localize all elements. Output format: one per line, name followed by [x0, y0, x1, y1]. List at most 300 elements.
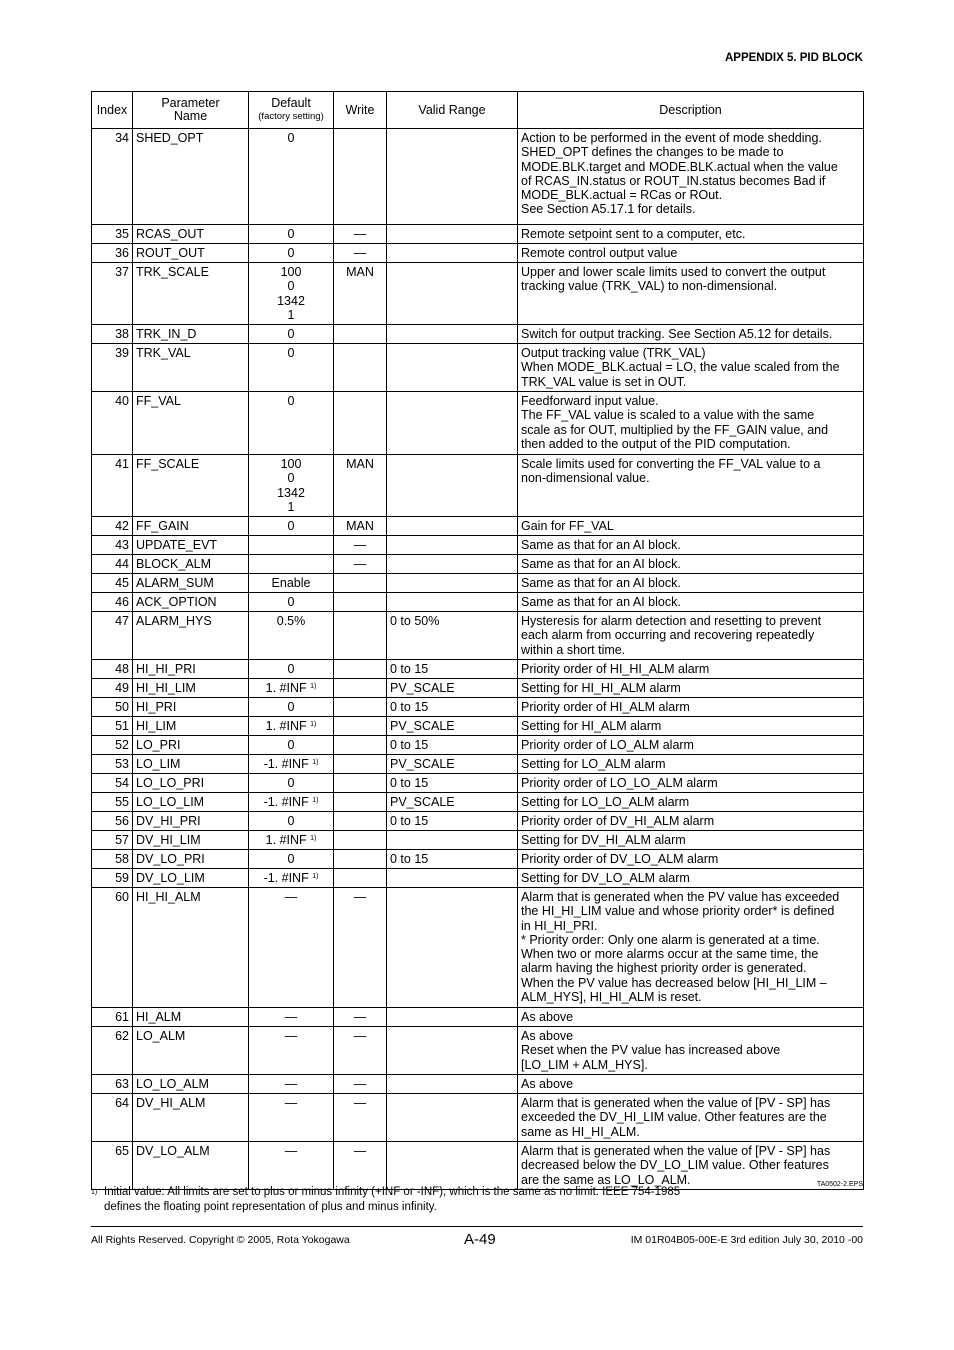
description-line: SHED_OPT defines the changes to be made to	[521, 145, 784, 160]
default-value-line	[252, 1096, 330, 1110]
default-value-line	[252, 757, 330, 771]
cell-parameter-name: FF_GAIN	[133, 517, 249, 536]
cell-default	[249, 698, 334, 717]
cell-write	[334, 612, 387, 660]
default-value: 0	[287, 471, 295, 486]
cell-write	[334, 793, 387, 812]
description-line: Setting for DV_HI_ALM alarm	[521, 833, 686, 847]
cell-valid-range	[387, 344, 518, 392]
cell-default	[249, 555, 334, 574]
cell-parameter-name: DV_HI_LIM	[133, 831, 249, 850]
default-value: -1. #INF	[263, 871, 309, 885]
table-row	[92, 455, 864, 517]
cell-default	[249, 774, 334, 793]
cell-default	[249, 888, 334, 1008]
cell-valid-range: 0 to 50%	[387, 612, 518, 660]
default-value: —	[284, 1096, 298, 1110]
default-value: 100	[280, 457, 302, 471]
cell-default	[249, 593, 334, 612]
cell-description	[518, 455, 864, 517]
cell-parameter-name: DV_HI_ALM	[133, 1094, 249, 1142]
cell-default	[249, 869, 334, 888]
default-value-line	[252, 1029, 330, 1043]
cell-valid-range	[387, 1094, 518, 1142]
default-value: 0	[287, 852, 295, 866]
table-row	[92, 1075, 864, 1094]
cell-index: 60	[92, 888, 133, 1008]
cell-description	[518, 225, 864, 244]
cell-description	[518, 679, 864, 698]
cell-description	[518, 1027, 864, 1075]
default-value: 0.5%	[276, 614, 306, 628]
default-value: 0	[287, 279, 295, 294]
cell-description	[518, 129, 864, 225]
table-row	[92, 679, 864, 698]
description-line: ALM_HYS], HI_HI_ALM is reset.	[521, 990, 702, 1005]
cell-valid-range	[387, 129, 518, 225]
cell-parameter-name: HI_LIM	[133, 717, 249, 736]
cell-index: 44	[92, 555, 133, 574]
default-value-line	[252, 246, 330, 260]
cell-valid-range: PV_SCALE	[387, 679, 518, 698]
cell-write	[334, 812, 387, 831]
table-row	[92, 888, 864, 1008]
cell-parameter-name: DV_LO_LIM	[133, 869, 249, 888]
description-line: Setting for HI_ALM alarm	[521, 719, 662, 733]
description-line: Remote control output value	[521, 246, 678, 260]
footnote-ref: 1)	[310, 683, 317, 690]
description-line: Alarm that is generated when the value of [PV - SP] has	[521, 1096, 831, 1110]
description-line: When MODE_BLK.actual = LO, the value scaled from the	[521, 360, 840, 375]
default-value-line	[252, 279, 330, 293]
table-row	[92, 517, 864, 536]
description-line: Priority order of DV_LO_ALM alarm	[521, 852, 719, 866]
default-value-line	[252, 1144, 330, 1158]
footnote-ref: 1)	[312, 873, 319, 880]
cell-description	[518, 850, 864, 869]
default-value-line	[252, 471, 330, 485]
table-row	[92, 536, 864, 555]
footnote-mark: 1)	[91, 1189, 98, 1196]
cell-description	[518, 717, 864, 736]
cell-index: 58	[92, 850, 133, 869]
default-value: 0	[287, 131, 295, 145]
cell-write	[334, 593, 387, 612]
footnote-ref: 1)	[312, 759, 319, 766]
cell-default	[249, 129, 334, 225]
cell-parameter-name: HI_HI_LIM	[133, 679, 249, 698]
description-line: Hysteresis for alarm detection and resetting to prevent	[521, 614, 822, 628]
default-value-line	[252, 519, 330, 533]
default-value: -1. #INF	[263, 795, 309, 809]
default-value: 0	[287, 327, 295, 341]
cell-default	[249, 392, 334, 455]
cell-write	[334, 660, 387, 679]
cell-parameter-name: HI_PRI	[133, 698, 249, 717]
default-value-line	[252, 662, 330, 676]
cell-parameter-name: LO_LO_PRI	[133, 774, 249, 793]
cell-valid-range	[387, 831, 518, 850]
table-row	[92, 698, 864, 717]
cell-valid-range: 0 to 15	[387, 812, 518, 831]
description-line: Priority order of DV_HI_ALM alarm	[521, 814, 715, 828]
default-value-line	[252, 795, 330, 809]
cell-write	[334, 736, 387, 755]
footer-copyright: All Rights Reserved. Copyright © 2005, Rota Yokogawa	[91, 1234, 350, 1246]
cell-default	[249, 1008, 334, 1027]
document-id: IM 01R04B05-00E-E 3rd edition July 30, 2010 -00	[630, 1234, 863, 1246]
description-line: the HI_HI_LIM value and whose priority order* is defined	[521, 904, 835, 919]
default-value-line	[252, 265, 330, 279]
description-line: of RCAS_IN.status or ROUT_IN.status becomes Bad if	[521, 173, 826, 188]
table-row	[92, 1027, 864, 1075]
default-value-line	[252, 890, 330, 904]
cell-valid-range	[387, 455, 518, 517]
cell-valid-range	[387, 244, 518, 263]
cell-default	[249, 244, 334, 263]
table-row	[92, 225, 864, 244]
description-line: are the same as LO_LO_ALM.	[521, 1172, 691, 1187]
description-line: Same as that for an AI block.	[521, 557, 681, 571]
footnote	[91, 1185, 863, 1215]
cell-valid-range	[387, 1008, 518, 1027]
description-line: Reset when the PV value has increased above	[521, 1043, 781, 1058]
cell-index: 53	[92, 755, 133, 774]
cell-index: 49	[92, 679, 133, 698]
default-value-line	[252, 131, 330, 145]
col-header-valid-range: Valid Range	[387, 92, 518, 129]
cell-valid-range: 0 to 15	[387, 736, 518, 755]
default-value-line	[252, 327, 330, 341]
col-header-parameter-name-line1: Parameter	[161, 96, 220, 110]
default-value: 0	[287, 738, 295, 752]
cell-index: 52	[92, 736, 133, 755]
cell-description	[518, 1075, 864, 1094]
cell-valid-range	[387, 574, 518, 593]
description-line: Output tracking value (TRK_VAL)	[521, 346, 706, 360]
default-value: —	[284, 890, 298, 904]
cell-description	[518, 888, 864, 1008]
description-line: Priority order of HI_ALM alarm	[521, 700, 690, 714]
table-row	[92, 736, 864, 755]
cell-write	[334, 717, 387, 736]
parameter-table	[91, 91, 864, 1190]
description-line: Priority order of LO_LO_ALM alarm	[521, 776, 718, 790]
cell-index: 36	[92, 244, 133, 263]
cell-index: 59	[92, 869, 133, 888]
cell-write	[334, 679, 387, 698]
description-line: As above	[521, 1077, 574, 1091]
col-header-description: Description	[518, 92, 864, 129]
cell-parameter-name: TRK_SCALE	[133, 263, 249, 325]
description-line: Alarm that is generated when the PV value has exceeded	[521, 890, 840, 904]
cell-valid-range: PV_SCALE	[387, 793, 518, 812]
col-header-index: Index	[92, 92, 133, 129]
col-header-write: Write	[334, 92, 387, 129]
description-line: Setting for DV_LO_ALM alarm	[521, 871, 690, 885]
cell-write	[334, 774, 387, 793]
col-header-default-line1: Default	[271, 96, 311, 110]
cell-default	[249, 225, 334, 244]
cell-valid-range	[387, 1075, 518, 1094]
description-line: within a short time.	[521, 642, 626, 657]
footnote-line: defines the floating point representation of plus and minus infinity.	[104, 1201, 437, 1213]
table-row	[92, 774, 864, 793]
table-row	[92, 812, 864, 831]
description-line: scale as for OUT, multiplied by the FF_GAIN value, and	[521, 422, 829, 437]
table-row	[92, 244, 864, 263]
cell-default	[249, 679, 334, 698]
cell-description	[518, 517, 864, 536]
description-line: MODE_BLK.actual = RCas or ROut.	[521, 188, 723, 203]
table-header-row	[92, 92, 864, 129]
default-value-line	[252, 871, 330, 885]
table-row	[92, 129, 864, 225]
default-value: 1	[287, 307, 295, 322]
default-value-line	[252, 576, 330, 590]
cell-index: 65	[92, 1142, 133, 1190]
description-line: Remote setpoint sent to a computer, etc.	[521, 227, 746, 241]
cell-parameter-name: LO_LO_ALM	[133, 1075, 249, 1094]
table-row	[92, 850, 864, 869]
cell-index: 63	[92, 1075, 133, 1094]
table-row	[92, 869, 864, 888]
cell-parameter-name: DV_HI_PRI	[133, 812, 249, 831]
cell-index: 34	[92, 129, 133, 225]
cell-parameter-name: LO_ALM	[133, 1027, 249, 1075]
cell-parameter-name: SHED_OPT	[133, 129, 249, 225]
description-line: * Priority order: Only one alarm is generated at a time.	[521, 932, 820, 947]
cell-default	[249, 1094, 334, 1142]
cell-description	[518, 593, 864, 612]
cell-default	[249, 1142, 334, 1190]
cell-write: —	[334, 1075, 387, 1094]
cell-default	[249, 325, 334, 344]
default-value-line	[252, 595, 330, 609]
cell-description	[518, 660, 864, 679]
cell-default	[249, 660, 334, 679]
cell-description	[518, 555, 864, 574]
description-line: Scale limits used for converting the FF_VAL value to a	[521, 457, 821, 471]
description-line: Upper and lower scale limits used to convert the output	[521, 265, 826, 279]
default-value-line	[252, 346, 330, 360]
description-line: same as HI_HI_ALM.	[521, 1124, 640, 1139]
default-value-line	[252, 833, 330, 847]
description-line: Setting for LO_LO_ALM alarm	[521, 795, 690, 809]
cell-default	[249, 536, 334, 555]
default-value-line	[252, 486, 330, 500]
table-row	[92, 755, 864, 774]
cell-default	[249, 736, 334, 755]
cell-parameter-name: BLOCK_ALM	[133, 555, 249, 574]
cell-description	[518, 793, 864, 812]
default-value-line	[252, 1077, 330, 1091]
cell-valid-range	[387, 593, 518, 612]
description-line: Same as that for an AI block.	[521, 538, 681, 552]
table-row	[92, 344, 864, 392]
default-value-line	[252, 614, 330, 628]
cell-default	[249, 812, 334, 831]
cell-default	[249, 850, 334, 869]
cell-index: 40	[92, 392, 133, 455]
cell-valid-range	[387, 517, 518, 536]
description-line: Priority order of LO_ALM alarm	[521, 738, 694, 752]
default-value-line	[252, 500, 330, 514]
default-value-line	[252, 457, 330, 471]
cell-valid-range: 0 to 15	[387, 698, 518, 717]
cell-valid-range	[387, 1027, 518, 1075]
table-row	[92, 1008, 864, 1027]
cell-description	[518, 344, 864, 392]
cell-default	[249, 574, 334, 593]
cell-default	[249, 344, 334, 392]
cell-write	[334, 344, 387, 392]
cell-valid-range: PV_SCALE	[387, 717, 518, 736]
cell-write: —	[334, 1094, 387, 1142]
cell-write	[334, 831, 387, 850]
default-value-line	[252, 394, 330, 408]
page-header: APPENDIX 5. PID BLOCK	[724, 52, 863, 64]
cell-description	[518, 869, 864, 888]
default-value: 1342	[277, 485, 305, 500]
cell-write	[334, 325, 387, 344]
description-line: Same as that for an AI block.	[521, 576, 681, 590]
cell-write: —	[334, 536, 387, 555]
table-row	[92, 831, 864, 850]
default-value-line	[252, 227, 330, 241]
col-header-parameter-name	[133, 92, 249, 129]
cell-index: 45	[92, 574, 133, 593]
cell-description	[518, 774, 864, 793]
cell-valid-range	[387, 888, 518, 1008]
cell-default	[249, 263, 334, 325]
cell-index: 42	[92, 517, 133, 536]
description-line: Priority order of HI_HI_ALM alarm	[521, 662, 710, 676]
table-row	[92, 263, 864, 325]
description-line: TRK_VAL value is set in OUT.	[521, 374, 687, 389]
description-line: As above	[521, 1029, 574, 1043]
cell-index: 48	[92, 660, 133, 679]
default-value-line	[252, 294, 330, 308]
cell-parameter-name: LO_LIM	[133, 755, 249, 774]
description-line: MODE.BLK.target and MODE.BLK.actual when the value	[521, 159, 838, 174]
default-value: -1. #INF	[263, 757, 309, 771]
description-line: non-dimensional value.	[521, 471, 650, 486]
cell-description	[518, 812, 864, 831]
table-row	[92, 555, 864, 574]
cell-index: 37	[92, 263, 133, 325]
cell-valid-range	[387, 392, 518, 455]
cell-description	[518, 244, 864, 263]
default-value: 1. #INF	[265, 833, 307, 847]
default-value: —	[284, 1144, 298, 1158]
description-line: alarm having the highest priority order is generated.	[521, 961, 807, 976]
cell-write: —	[334, 1142, 387, 1190]
default-value: 0	[287, 814, 295, 828]
cell-index: 51	[92, 717, 133, 736]
default-value-line	[252, 1010, 330, 1024]
description-line: Gain for FF_VAL	[521, 519, 614, 533]
table-row	[92, 793, 864, 812]
default-value: 1. #INF	[265, 719, 307, 733]
description-line: each alarm from occurring and recovering repeatedly	[521, 628, 815, 643]
cell-index: 43	[92, 536, 133, 555]
cell-description	[518, 698, 864, 717]
table-row	[92, 593, 864, 612]
default-value: 0	[287, 700, 295, 714]
default-value: 0	[287, 519, 295, 533]
cell-valid-range: 0 to 15	[387, 850, 518, 869]
description-line: When the PV value has decreased below [HI_HI_LIM –	[521, 975, 827, 990]
description-line: Feedforward input value.	[521, 394, 659, 408]
default-value-line	[252, 681, 330, 695]
cell-valid-range	[387, 263, 518, 325]
cell-parameter-name: TRK_IN_D	[133, 325, 249, 344]
description-line: decreased below the DV_LO_LIM value. Other features	[521, 1158, 829, 1173]
cell-write: —	[334, 1027, 387, 1075]
description-line: [LO_LIM + ALM_HYS].	[521, 1057, 648, 1072]
default-value: 1. #INF	[265, 681, 307, 695]
cell-default	[249, 755, 334, 774]
cell-write	[334, 850, 387, 869]
cell-description	[518, 831, 864, 850]
cell-write	[334, 869, 387, 888]
cell-index: 54	[92, 774, 133, 793]
table-row	[92, 392, 864, 455]
cell-index: 64	[92, 1094, 133, 1142]
cell-write: —	[334, 888, 387, 1008]
cell-description	[518, 263, 864, 325]
default-value-line	[252, 852, 330, 866]
footnote-line: Initial value: All limits are set to plus or minus infinity (+INF or -INF), which is the same as no limit. IEEE 754-1985	[104, 1186, 681, 1198]
cell-index: 38	[92, 325, 133, 344]
table-row	[92, 717, 864, 736]
description-line: then added to the output of the PID computation.	[521, 436, 791, 451]
cell-description	[518, 1008, 864, 1027]
cell-default	[249, 1075, 334, 1094]
cell-write: —	[334, 225, 387, 244]
default-value: 0	[287, 246, 295, 260]
default-value: 0	[287, 662, 295, 676]
cell-default	[249, 1027, 334, 1075]
description-line: Setting for HI_HI_ALM alarm	[521, 681, 681, 695]
cell-description	[518, 325, 864, 344]
default-value-line	[252, 738, 330, 752]
cell-parameter-name: ALARM_HYS	[133, 612, 249, 660]
description-line: tracking value (TRK_VAL) to non-dimensional.	[521, 279, 778, 294]
default-value-line	[252, 776, 330, 790]
default-value: Enable	[271, 576, 311, 590]
description-line: As above	[521, 1010, 574, 1024]
cell-parameter-name: ROUT_OUT	[133, 244, 249, 263]
col-header-parameter-name-line2: Name	[173, 109, 208, 123]
cell-default	[249, 455, 334, 517]
description-line: Switch for output tracking. See Section A5.12 for details.	[521, 327, 833, 341]
cell-index: 57	[92, 831, 133, 850]
cell-parameter-name: LO_PRI	[133, 736, 249, 755]
cell-parameter-name: HI_HI_PRI	[133, 660, 249, 679]
description-line: exceeded the DV_HI_LIM value. Other features are the	[521, 1110, 827, 1125]
default-value: —	[284, 1029, 298, 1043]
cell-parameter-name: HI_HI_ALM	[133, 888, 249, 1008]
cell-valid-range: PV_SCALE	[387, 755, 518, 774]
cell-parameter-name: FF_SCALE	[133, 455, 249, 517]
cell-write	[334, 755, 387, 774]
cell-description	[518, 755, 864, 774]
default-value: 1342	[277, 293, 305, 308]
footer-rule	[91, 1226, 863, 1227]
cell-index: 56	[92, 812, 133, 831]
